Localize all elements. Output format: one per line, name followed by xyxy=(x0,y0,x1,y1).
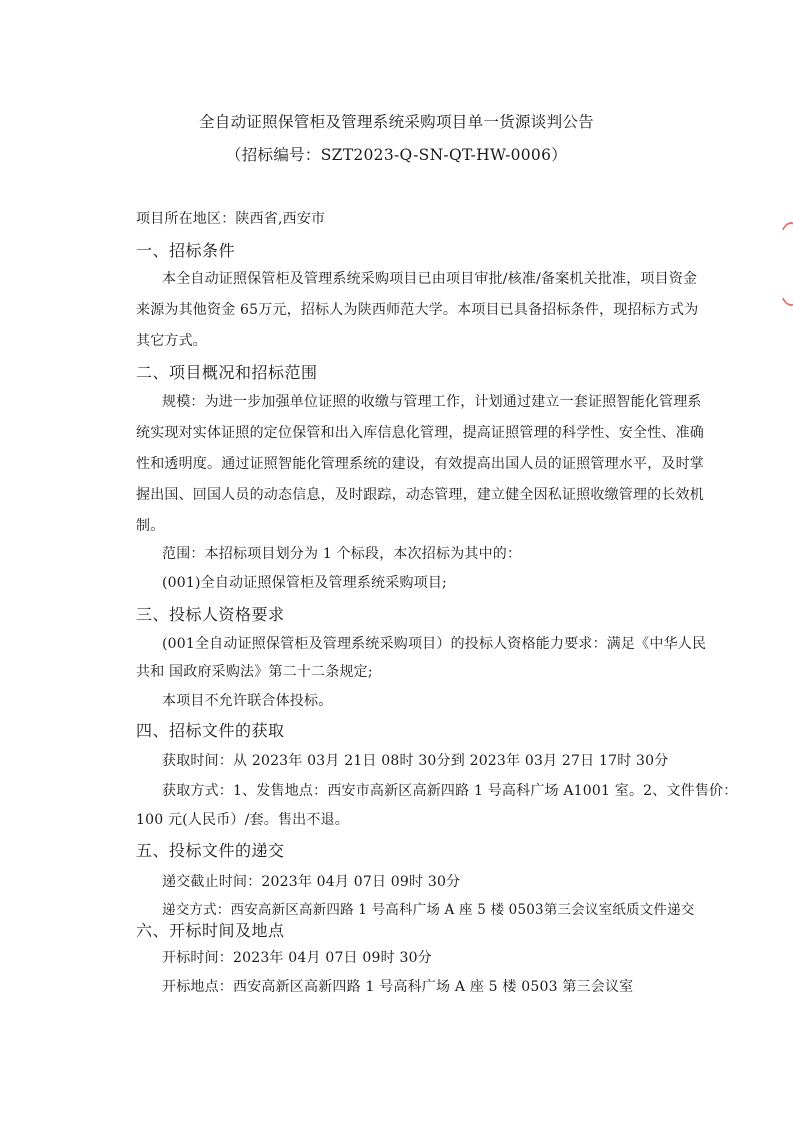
seal-edge-mark xyxy=(775,222,793,306)
section-5-method: 递交方式：西安高新区高新四路 1 号高科广场 A 座 5 楼 0503第三会议室纸质文件递交 xyxy=(162,902,695,918)
section-4-line-1: 获取方式：1、发售地点：西安市高新区高新四路 1 号高科广场 A1001 室。2、文件售价： xyxy=(162,783,738,799)
section-2-para-line-5: 制。 xyxy=(136,518,165,534)
section-2-scope: 范围：本招标项目划分为 1 个标段，本次招标为其中的： xyxy=(162,546,522,562)
section-2-para-line-4: 握出国、回国人员的动态信息，及时跟踪，动态管理，建立健全因私证照收缴管理的长效机 xyxy=(136,487,704,503)
section-4-heading: 四、招标文件的获取 xyxy=(136,721,285,740)
section-1-line-2: 来源为其他资金 65万元，招标人为陕西师范大学。本项目已具备招标条件，现招标方式为 xyxy=(136,302,699,318)
section-2-para-line-2: 统实现对实体证照的定位保管和出入库信息化管理，提高证照管理的科学性、安全性、准确 xyxy=(136,425,704,441)
section-6-time: 开标时间：2023年 04月 07日 09时 30分 xyxy=(162,950,432,966)
section-6-place: 开标地点：西安高新区高新四路 1 号高科广场 A 座 5 楼 0503 第三会议室 xyxy=(162,979,634,995)
section-2-heading: 二、项目概况和招标范围 xyxy=(136,363,318,382)
section-4-line-2: 100 元(人民币）/套。售出不退。 xyxy=(136,812,349,828)
section-3-line-3: 本项目不允许联合体投标。 xyxy=(162,693,333,709)
document-title: 全自动证照保管柜及管理系统采购项目单一货源谈判公告 xyxy=(198,113,594,131)
project-region: 项目所在地区：陕西省,西安市 xyxy=(136,211,326,227)
section-2-para-line-3: 性和透明度。通过证照智能化管理系统的建设，有效提高出国人员的证照管理水平，及时掌 xyxy=(136,456,704,472)
section-5-heading: 五、投标文件的递交 xyxy=(136,841,285,860)
section-1-heading: 一、招标条件 xyxy=(136,241,236,260)
section-1-line-3: 其它方式。 xyxy=(136,333,207,349)
section-3-heading: 三、投标人资格要求 xyxy=(136,605,285,624)
section-5-deadline: 递交截止时间：2023年 04月 07日 09时 30分 xyxy=(162,874,461,890)
section-3-line-1: (001全自动证照保管柜及管理系统采购项目）的投标人资格能力要求：满足《中华人民 xyxy=(162,636,707,652)
section-2-lot: (001)全自动证照保管柜及管理系统采购项目; xyxy=(162,575,447,591)
section-2-para-line-1: 规模：为进一步加强单位证照的收缴与管理工作，计划通过建立一套证照智能化管理系 xyxy=(162,394,702,410)
section-3-line-2: 共和 国政府采购法》第二十二条规定; xyxy=(136,664,373,680)
section-6-heading: 六、开标时间及地点 xyxy=(136,921,285,940)
section-1-line-1: 本全自动证照保管柜及管理系统采购项目已由项目审批/核准/备案机关批准，项目资金 xyxy=(162,271,698,287)
tender-code: （招标编号：SZT2023-Q-SN-QT-HW-0006） xyxy=(225,146,568,164)
section-4-time: 获取时间：从 2023年 03月 21日 08时 30分到 2023年 03月 27日 17时 30分 xyxy=(162,753,669,769)
